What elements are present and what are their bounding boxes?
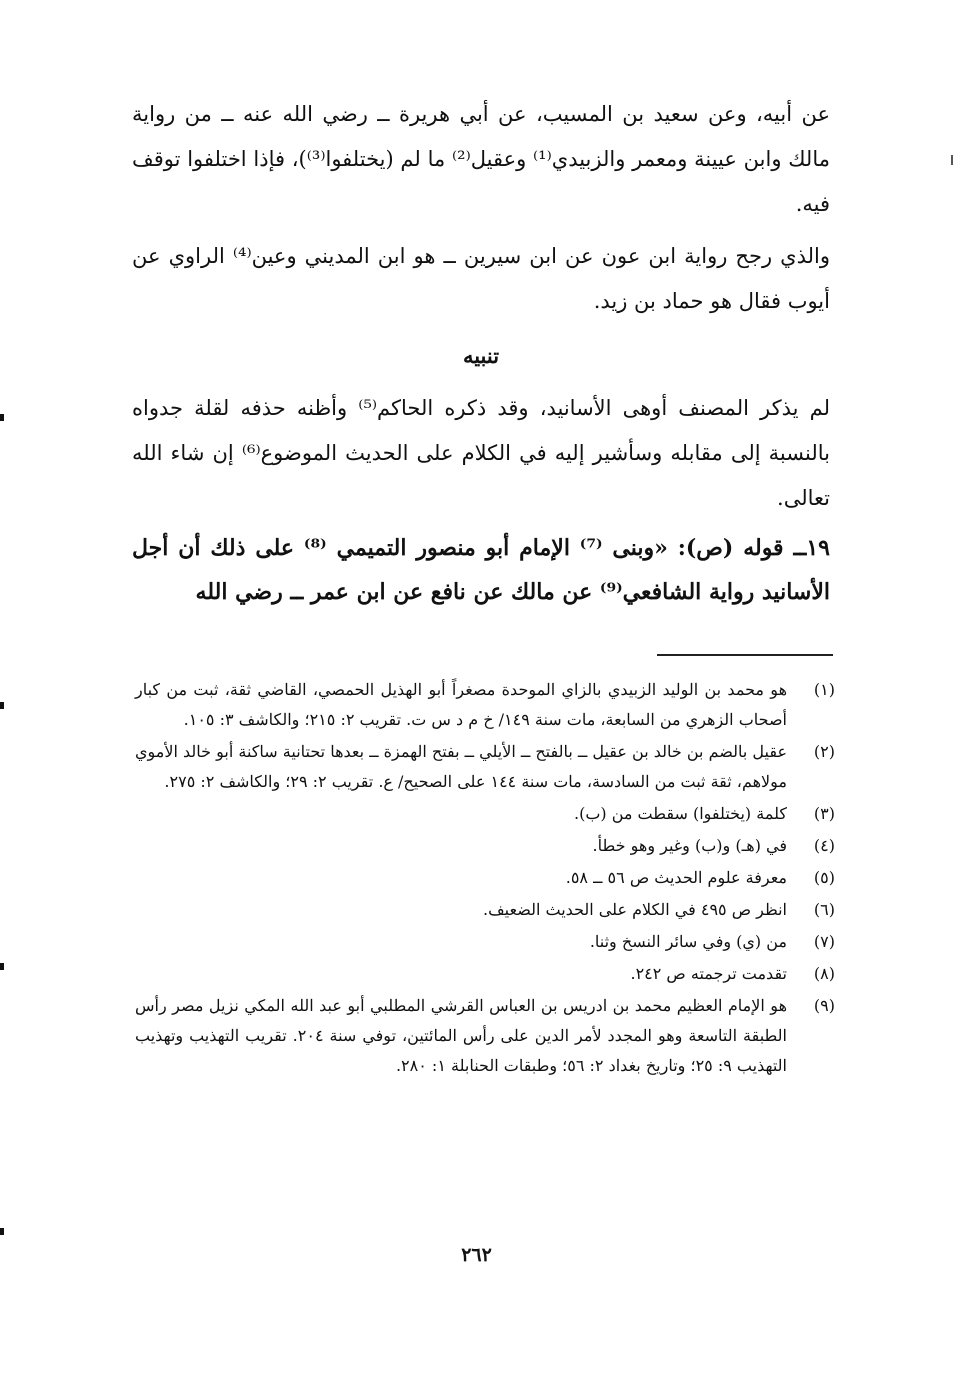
footnote-item xyxy=(135,831,835,861)
page-number: ٢٦٢ xyxy=(461,1244,492,1266)
footnote-text: كلمة (يختلفوا) سقطت من (ب). xyxy=(574,804,787,823)
footnote-text: هو الإمام العظيم محمد بن ادريس بن العباس القرشي المطلبي أبو عبد الله المكي نزيل مصر رأس الطبقة التاسعة وهو المجدد لأمر الدين على رأس المائتين، توفي سنة ٢٠٤. تقريب التهذيب وتهذيب التهذيب ٩: ٢٥؛ وتاريخ بغداد ٢: ٥٦؛ وطبقات الحنابلة ١: ٢٨٠. xyxy=(135,996,787,1075)
body-paragraph-1: عن أبيه، وعن سعيد بن المسيب، عن أبي هريرة ــ رضي الله عنه ــ من رواية مالك وابن عيينة ومعمر والزبيدي⁽¹⁾ وعقيل⁽²⁾ ما لم (يختلفوا⁽³⁾)، فإذا اختلفوا توقف فيه. xyxy=(132,102,830,216)
footnote-item xyxy=(135,737,835,797)
scan-edge-mark xyxy=(0,1228,4,1235)
footnote-text: عقيل بالضم بن خالد بن عقيل ــ بالفتح ــ الأيلي ــ بفتح الهمزة ــ بعدها تحتانية ساكنة أبو خالد الأموي مولاهم، ثقة ثبت من السادسة، مات سنة ١٤٤ على الصحيح/ ع. تقريب ٢: ٢٩؛ والكاشف ٢: ٢٧٥. xyxy=(135,742,788,791)
footnote-number: (١) xyxy=(813,680,835,699)
footnote-item xyxy=(135,675,835,735)
footnote-item xyxy=(135,895,835,925)
scan-edge-mark xyxy=(0,414,4,421)
footnote-number: (٢) xyxy=(813,742,835,761)
section-heading: تنبيه xyxy=(462,343,500,368)
footnote-text: تقدمت ترجمته ص ٢٤٢. xyxy=(630,964,787,983)
footnote-item xyxy=(135,799,835,829)
footnote-number: (٧) xyxy=(813,932,835,951)
footnote-divider xyxy=(657,654,833,656)
footnote-item xyxy=(135,927,835,957)
footnote-number: (٤) xyxy=(813,836,835,855)
footnote-text: هو محمد بن الوليد الزبيدي بالزاي الموحدة مصغراً أبو الهذيل الحمصي، القاضي ثقة، ثبت من كبار أصحاب الزهري من السابعة، مات سنة ١٤٩/ خ م د س ت. تقريب ٢: ٢١٥؛ والكاشف ٣: ١٠٥. xyxy=(135,680,788,729)
footnote-item xyxy=(135,863,835,893)
footnotes-list xyxy=(135,675,835,1083)
body-paragraph-2: والذي رجح رواية ابن عون عن ابن سيرين ــ هو ابن المديني وعين⁽⁴⁾ الراوي عن أيوب فقال هو حماد بن زيد. xyxy=(132,244,830,313)
footnote-number: (٣) xyxy=(813,804,835,823)
footnote-item xyxy=(135,991,835,1081)
footnote-number: (٥) xyxy=(813,868,835,887)
footnote-text: انظر ص ٤٩٥ في الكلام على الحديث الضعيف. xyxy=(483,900,787,919)
footnote-number: (٨) xyxy=(813,964,835,983)
footnote-text: معرفة علوم الحديث ص ٥٦ ــ ٥٨. xyxy=(565,868,787,887)
scan-edge-mark xyxy=(0,702,4,709)
body-paragraph-4: ١٩ــ قوله (ص): «وبنى ⁽⁷⁾ الإمام أبو منصور التميمي ⁽⁸⁾ على ذلك أن أجل الأسانيد رواية الشافعي⁽⁹⁾ عن مالك عن نافع عن ابن عمر ــ رضي الله xyxy=(132,535,830,605)
footnote-text: في (هـ) و(ب) وغير وهو خطأ. xyxy=(592,836,787,855)
scan-edge-mark xyxy=(0,963,4,970)
footnote-text: من (ي) وفي سائر النسخ وثنا. xyxy=(589,932,787,951)
footnote-item xyxy=(135,959,835,989)
footnote-number: (٦) xyxy=(813,900,835,919)
footnote-number: (٩) xyxy=(813,996,835,1015)
body-paragraph-3: لم يذكر المصنف أوهى الأسانيد، وقد ذكره الحاكم⁽⁵⁾ وأظنه حذفه لقلة جدواه بالنسبة إلى مقابله وسأشير إليه في الكلام على الحديث الموضوع⁽⁶⁾ إن شاء الله تعالى. xyxy=(132,396,831,510)
